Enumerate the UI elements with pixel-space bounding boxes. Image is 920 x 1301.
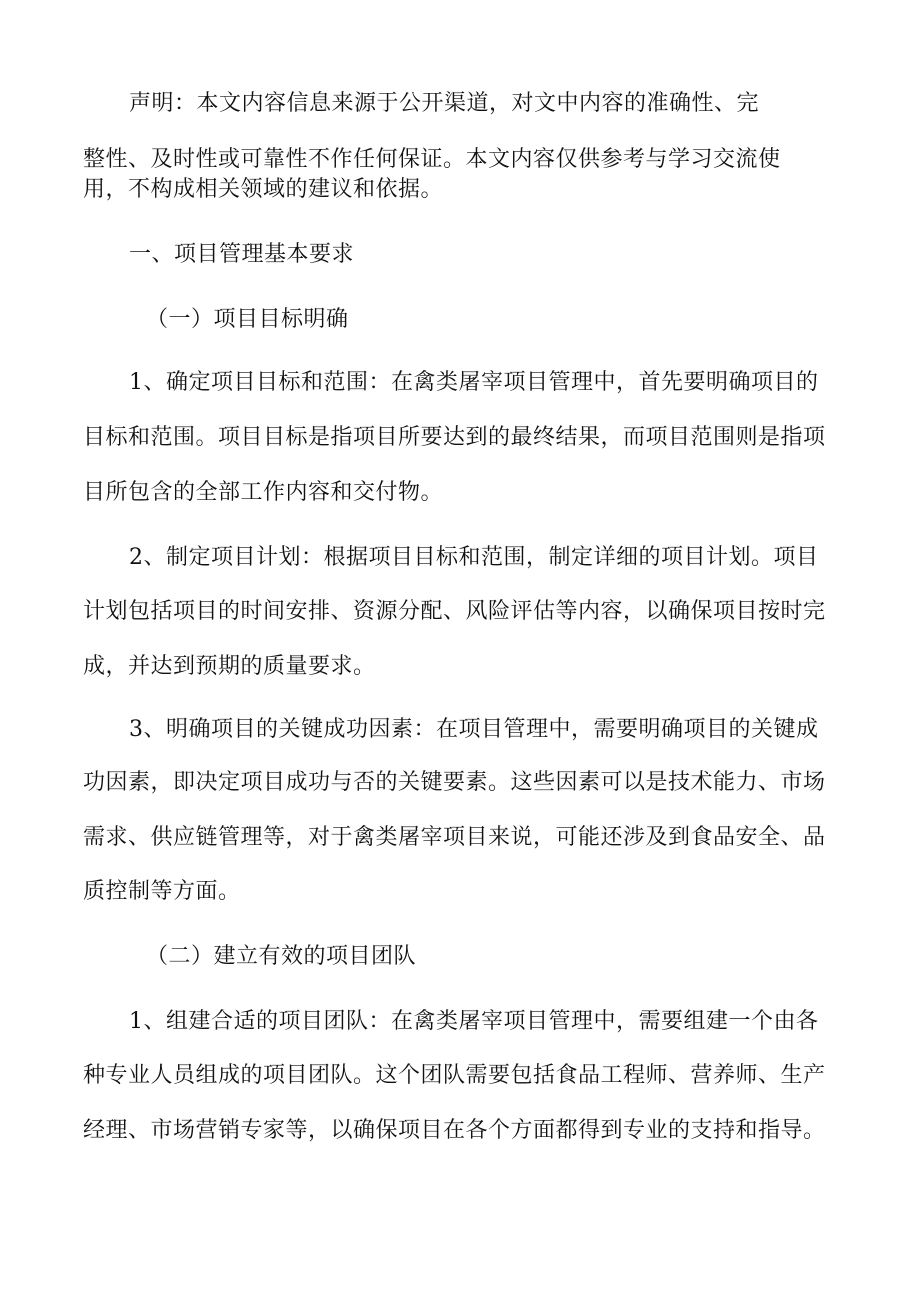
disclaimer-line-2: 整性、及时性或可靠性不作任何保证。本文内容仅供参考与学习交流使 (83, 147, 781, 172)
disclaimer-line-3: 用，不构成相关领域的建议和依据。 (83, 177, 444, 202)
item-1-line-1: 1、确定项目目标和范围：在禽类屠宰项目管理中，首先要明确项目的 (129, 370, 819, 395)
item-2-line-2: 计划包括项目的时间安排、资源分配、风险评估等内容，以确保项目按时完 (83, 599, 826, 624)
item-2-line-1: 2、制定项目计划：根据项目目标和范围，制定详细的项目计划。项目 (129, 545, 819, 570)
item-4-line-2: 种专业人员组成的项目团队。这个团队需要包括食品工程师、营养师、生产 (83, 1063, 826, 1088)
item-3-line-3: 需求、供应链管理等，对于禽类屠宰项目来说，可能还涉及到食品安全、品 (83, 825, 826, 850)
disclaimer-line-1: 声明：本文内容信息来源于公开渠道，对文中内容的准确性、完 (129, 91, 760, 116)
item-3-line-1: 3、明确项目的关键成功因素：在项目管理中，需要明确项目的关键成 (129, 717, 819, 742)
item-1-line-2: 目标和范围。项目目标是指项目所要达到的最终结果，而项目范围则是指项 (83, 425, 826, 450)
item-3-line-4: 质控制等方面。 (83, 879, 241, 904)
section-heading: 一、项目管理基本要求 (129, 242, 355, 267)
subsection-heading-2: （二）建立有效的项目团队 (146, 944, 417, 969)
subsection-heading-1: （一）项目目标明确 (146, 307, 349, 332)
item-1-line-3: 目所包含的全部工作内容和交付物。 (83, 480, 444, 505)
item-4-line-3: 经理、市场营销专家等，以确保项目在各个方面都得到专业的支持和指导。 (83, 1118, 826, 1143)
item-4-line-1: 1、组建合适的项目团队：在禽类屠宰项目管理中，需要组建一个由各 (129, 1009, 819, 1034)
item-3-line-2: 功因素，即决定项目成功与否的关键要素。这些因素可以是技术能力、市场 (83, 770, 826, 795)
item-2-line-3: 成，并达到预期的质量要求。 (83, 654, 376, 679)
